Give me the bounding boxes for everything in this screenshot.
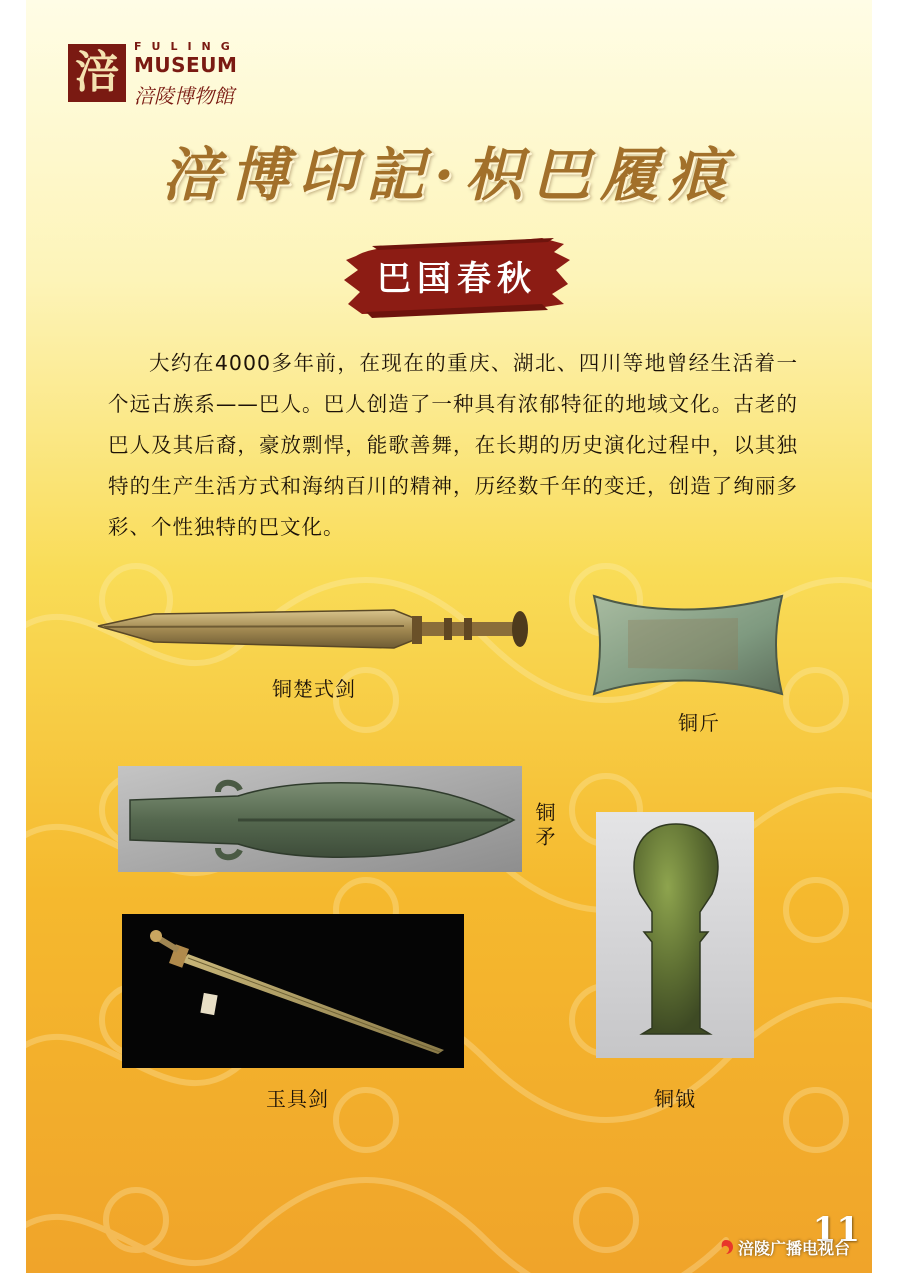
page-title: 涪博印記·枳巴履痕 [161, 141, 737, 209]
caption-bronze-spear: 铜矛 [532, 802, 556, 850]
caption-jade-sword: 玉具剑 [266, 1087, 329, 1111]
museum-logo [68, 40, 288, 110]
logo-mark: 涪 [68, 44, 126, 102]
bronze-axe-head-image [588, 590, 788, 700]
bronze-yue-axe-image [596, 812, 754, 1058]
section-banner [342, 234, 572, 320]
jade-fitted-sword-image [122, 914, 464, 1068]
caption-bronze-axe: 铜斤 [678, 711, 720, 735]
caption-bronze-chu-sword: 铜楚式剑 [272, 677, 356, 701]
page [26, 0, 872, 1273]
broadcaster-logo-icon [718, 1239, 734, 1255]
page-number: 11 [812, 1210, 860, 1250]
intro-paragraph: 大约在4000多年前，在现在的重庆、湖北、四川等地曾经生活着一个远古族系——巴人。巴人创造了一种具有浓郁特征的地域文化。古老的巴人及其后裔，豪放剽悍，能歌善舞，在长期的历史演化过程中，以其独特的生产生活方式和海纳百川的精神，历经数千年的变迁，创造了绚丽多彩、个性独特的巴文化。 [108, 351, 798, 539]
caption-bronze-yue: 铜钺 [654, 1087, 696, 1111]
bronze-chu-sword-image [94, 596, 534, 668]
logo-museum-text: MUSEUM [134, 53, 238, 77]
logo-fuling-text: FULING [134, 40, 240, 53]
watermark-text: 涪陵广播电视台 [738, 1238, 851, 1258]
logo-chinese-text: 涪陵博物館 [134, 84, 234, 108]
broadcaster-watermark [718, 1233, 888, 1261]
bronze-spear-head-image [118, 766, 522, 872]
section-banner-text: 巴国春秋 [377, 259, 537, 299]
